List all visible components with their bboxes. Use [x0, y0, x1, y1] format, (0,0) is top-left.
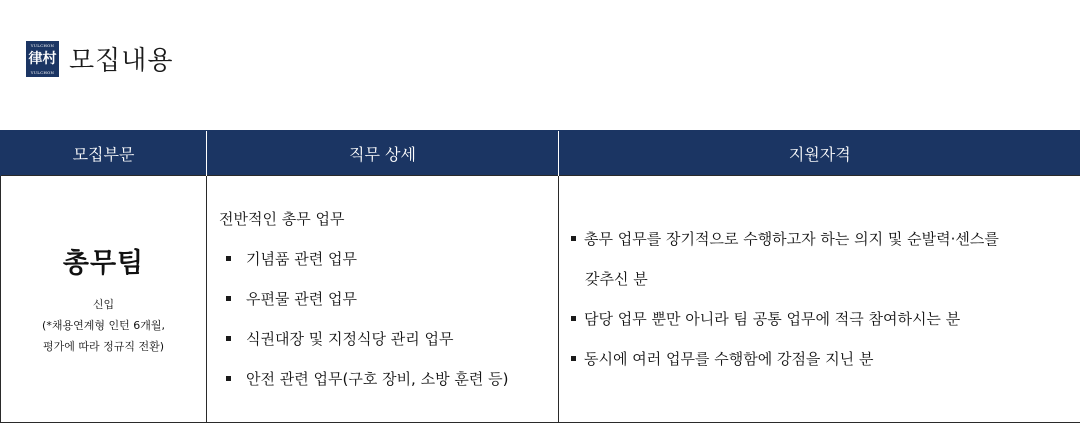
bullet-icon — [571, 356, 576, 361]
list-item — [219, 319, 558, 359]
table-header-row — [1, 131, 1080, 176]
qualification-text: 동시에 여러 업무를 수행함에 강점을 지닌 분 — [584, 350, 874, 368]
duties-cell — [207, 176, 559, 423]
page-header — [26, 40, 173, 77]
list-item — [219, 279, 558, 319]
header-recruit-division: 모집부문 — [1, 131, 207, 176]
duty-text: 우편물 관련 업무 — [246, 290, 357, 308]
qualification-text: 총무 업무를 장기적으로 수행하고자 하는 의지 및 순발력·센스를 — [584, 230, 999, 248]
list-item — [219, 359, 558, 399]
list-item — [219, 239, 558, 279]
bullet-icon — [226, 256, 231, 261]
intern-note-line2: 평가에 따라 정규직 전환) — [42, 340, 165, 353]
header-job-details: 직무 상세 — [207, 131, 559, 176]
bullet-icon — [226, 336, 231, 341]
list-item — [571, 339, 1080, 379]
list-item — [571, 219, 1080, 259]
table-row — [1, 176, 1080, 423]
logo-chars: 律村 — [28, 50, 57, 67]
bullet-icon — [226, 376, 231, 381]
bullet-icon — [226, 296, 231, 301]
team-name: 총무팀 — [62, 248, 145, 279]
logo-text-bottom: YULCHON — [30, 69, 55, 75]
logo-text-top: YULCHON — [30, 42, 55, 48]
duty-text: 기념품 관련 업무 — [246, 250, 357, 268]
qualifications-list — [571, 219, 1080, 379]
hire-type: 신입 — [92, 298, 115, 311]
bullet-icon — [571, 316, 576, 321]
duties-intro: 전반적인 총무 업무 — [219, 210, 345, 228]
duty-text: 식권대장 및 지정식당 관리 업무 — [246, 330, 454, 348]
qualifications-cell — [559, 176, 1080, 423]
recruitment-table — [0, 130, 1080, 423]
list-item-continuation — [571, 259, 1080, 299]
bullet-icon — [571, 236, 576, 241]
division-cell — [1, 176, 207, 423]
qualification-text: 담당 업무 뿐만 아니라 팀 공통 업무에 적극 참여하시는 분 — [584, 310, 961, 328]
header-qualifications: 지원자격 — [559, 131, 1080, 176]
duties-list — [219, 239, 558, 399]
intern-note-line1: (*채용연계형 인턴 6개월, — [42, 319, 165, 332]
list-item — [571, 299, 1080, 339]
duty-text: 안전 관련 업무(구호 장비, 소방 훈련 등) — [246, 370, 509, 388]
qualification-text: 갖추신 분 — [585, 270, 648, 288]
yulchon-logo — [26, 41, 59, 77]
page-title: 모집내용 — [69, 46, 174, 76]
